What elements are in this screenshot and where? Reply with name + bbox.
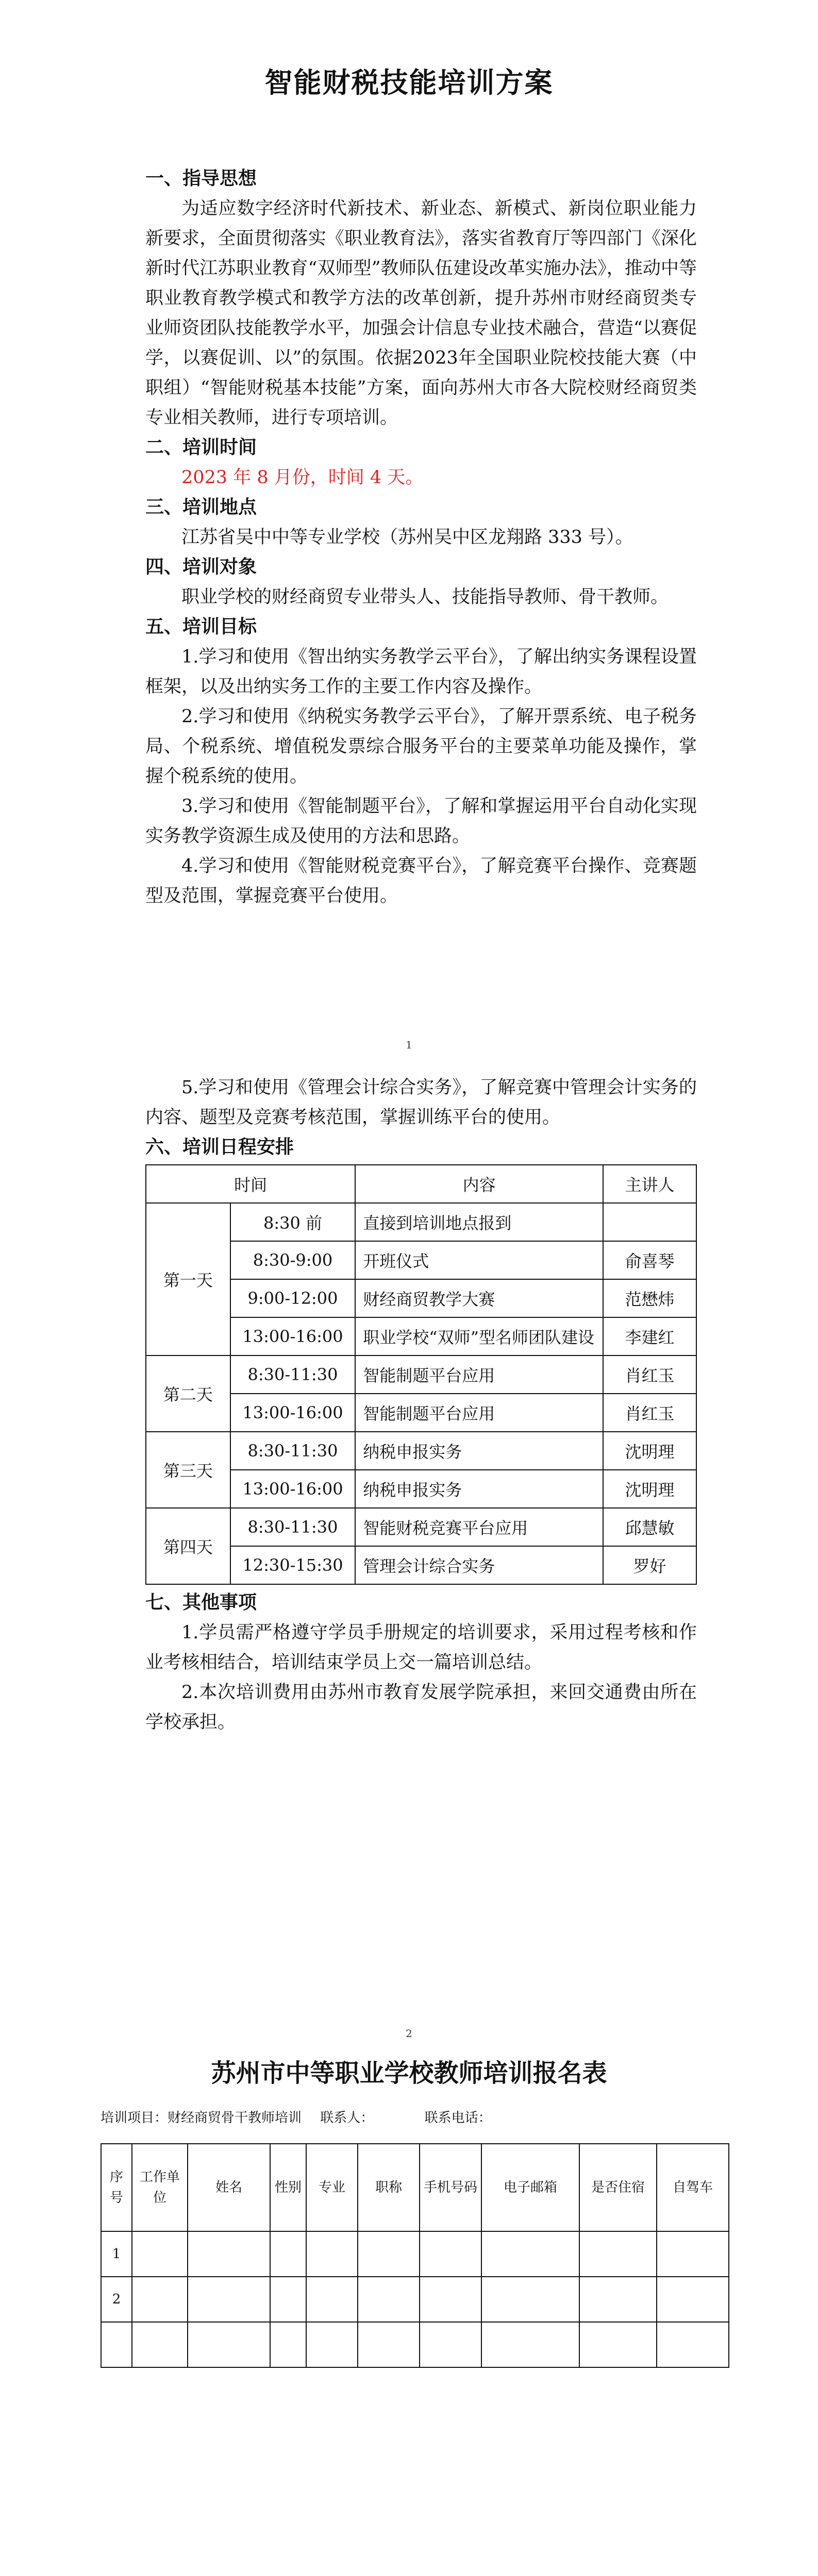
form-meta-phone: 联系电话： [424,2110,492,2126]
schedule-speaker: 沈明理 [603,1470,696,1508]
reg-cell [132,2277,188,2322]
form-meta [101,2107,506,2126]
section-5-heading: 五、培训目标 [145,616,257,637]
section-2-heading: 二、培训时间 [145,437,257,458]
section-4-heading: 四、培训对象 [145,556,257,578]
other-item-1: 1.学员需严格遵守学员手册规定的培训要求，采用过程考核和作业考核相结合，培训结束学员上交一篇培训总结。 [145,1622,697,1673]
registration-body [101,2231,729,2367]
schedule-speaker: 沈明理 [603,1432,696,1470]
section-1-body: 为适应数字经济时代新技术、新业态、新模式、新岗位职业能力新要求，全面贯彻落实《职业教育法》，落实省教育厅等四部门《深化新时代江苏职业教育“双师型”教师队伍建设改革实施办法》，推动中等职业教育教学模式和教学方法的改革创新，提升苏州市财经商贸类专业师资团队技能教学水平，加强会计信息专业技术融合，营造“以赛促学，以赛促训、以”的氛围。依据2023年全国职业院校技能大赛（中职组）“智能财税基本技能”方案，面向苏州大市各大院校财经商贸类专业相关教师，进行专项培训。 [145,198,697,428]
page-2-content [145,1073,697,1737]
schedule-day: 第四天 [146,1508,230,1584]
schedule-speaker: 李建红 [603,1317,696,1355]
section-6-heading: 六、培训日程安排 [145,1137,294,1158]
schedule-content: 纳税申报实务 [355,1470,603,1508]
schedule-row [146,1508,696,1546]
schedule-content: 管理会计综合实务 [355,1546,603,1584]
schedule-speaker: 肖红玉 [603,1394,696,1432]
schedule-speaker [603,1203,696,1241]
schedule-body [146,1203,696,1584]
schedule-time: 8:30-11:30 [230,1355,355,1394]
section-3-body: 江苏省吴中中等专业学校（苏州吴中区龙翔路 333 号）。 [181,527,633,548]
reg-cell [358,2322,420,2367]
schedule-content: 智能制题平台应用 [355,1394,603,1432]
section-4-body: 职业学校的财经商贸专业带头人、技能指导教师、骨干教师。 [181,587,669,607]
schedule-row [146,1355,696,1394]
schedule-time: 12:30-15:30 [230,1546,355,1584]
schedule-row [146,1203,696,1241]
schedule-speaker: 范懋炜 [603,1279,696,1317]
reg-header: 手机号码 [420,2144,481,2231]
registration-row [101,2231,729,2277]
reg-cell [306,2322,358,2367]
reg-cell [579,2277,657,2322]
form-meta-contact: 联系人： [320,2110,374,2126]
schedule-content: 纳税申报实务 [355,1432,603,1470]
reg-header: 职称 [358,2144,420,2231]
schedule-time: 9:00-12:00 [230,1279,355,1317]
schedule-time: 13:00-16:00 [230,1317,355,1355]
reg-header: 序号 [101,2144,132,2231]
schedule-speaker: 罗好 [603,1546,696,1584]
schedule-speaker: 肖红玉 [603,1355,696,1394]
schedule-time: 8:30 前 [230,1203,355,1241]
registration-row [101,2322,729,2367]
form-title: 苏州市中等职业学校教师培训报名表 [211,2059,607,2088]
reg-header: 姓名 [188,2144,270,2231]
reg-cell [188,2322,270,2367]
reg-header: 是否住宿 [579,2144,657,2231]
reg-cell [270,2277,306,2322]
reg-header: 自驾车 [657,2144,729,2231]
reg-cell [657,2277,729,2322]
schedule-content: 智能制题平台应用 [355,1355,603,1394]
reg-row-number: 1 [101,2231,132,2277]
reg-row-number [101,2322,132,2367]
reg-cell [579,2322,657,2367]
schedule-content: 直接到培训地点报到 [355,1203,603,1241]
schedule-content: 职业学校“双师”型名师团队建设 [355,1317,603,1355]
section-7-heading: 七、其他事项 [145,1592,257,1613]
schedule-content: 财经商贸教学大赛 [355,1279,603,1317]
goal-item: 3.学习和使用《智能制题平台》，了解和掌握运用平台自动化实现实务教学资源生成及使用的方法和思路。 [145,796,697,846]
reg-cell [132,2322,188,2367]
goal-item: 1.学习和使用《智出纳实务教学云平台》，了解出纳实务课程设置框架，以及出纳实务工作的主要工作内容及操作。 [145,647,697,697]
document-title: 智能财税技能培训方案 [264,66,554,99]
reg-cell [657,2322,729,2367]
schedule-speaker: 邱慧敏 [603,1508,696,1546]
schedule-time: 13:00-16:00 [230,1470,355,1508]
section-3-heading: 三、培训地点 [145,497,257,518]
schedule-content: 开班仪式 [355,1241,603,1279]
reg-header: 专业 [306,2144,358,2231]
reg-cell [132,2231,188,2277]
schedule-header-speaker: 主讲人 [603,1165,696,1203]
schedule-time: 8:30-9:00 [230,1241,355,1279]
reg-cell [420,2322,481,2367]
schedule-day: 第一天 [146,1203,230,1355]
schedule-header-content: 内容 [355,1165,603,1203]
reg-header: 电子邮箱 [481,2144,579,2231]
schedule-content: 智能财税竞赛平台应用 [355,1508,603,1546]
reg-cell [420,2277,481,2322]
reg-cell [306,2277,358,2322]
registration-row [101,2277,729,2322]
page-1-content [145,164,697,911]
reg-cell [358,2231,420,2277]
reg-cell [579,2231,657,2277]
page-number: 1 [406,1039,412,1051]
reg-row-number: 2 [101,2277,132,2322]
reg-cell [420,2231,481,2277]
reg-cell [481,2277,579,2322]
reg-cell [270,2322,306,2367]
reg-cell [270,2231,306,2277]
schedule-day: 第三天 [146,1432,230,1508]
other-item-2: 2.本次培训费用由苏州市教育发展学院承担，来回交通费由所在学校承担。 [145,1682,697,1733]
schedule-table [145,1164,697,1585]
schedule-time: 8:30-11:30 [230,1508,355,1546]
reg-cell [188,2277,270,2322]
goal-item: 4.学习和使用《智能财税竞赛平台》，了解竞赛平台操作、竞赛题型及范围，掌握竞赛平台使用。 [145,856,697,906]
reg-cell [481,2231,579,2277]
goal-item: 2.学习和使用《纳税实务教学云平台》，了解开票系统、电子税务局、个税系统、增值税发票综合服务平台的主要菜单功能及操作，掌握个税系统的使用。 [145,706,697,787]
section-1-heading: 一、指导思想 [145,168,257,189]
schedule-time: 8:30-11:30 [230,1432,355,1470]
schedule-row [146,1432,696,1470]
reg-cell [481,2322,579,2367]
schedule-header-time: 时间 [146,1165,355,1203]
section-2-body: 2023 年 8 月份，时间 4 天。 [181,467,424,488]
registration-table [101,2143,729,2368]
schedule-speaker: 俞喜琴 [603,1241,696,1279]
schedule-day: 第二天 [146,1355,230,1432]
schedule-time: 13:00-16:00 [230,1394,355,1432]
form-meta-project: 培训项目：财经商贸骨干教师培训 [101,2110,302,2126]
page-number: 2 [406,2027,412,2040]
goal-item: 5.学习和使用《管理会计综合实务》，了解竞赛中管理会计实务的内容、题型及竞赛考核范围，掌握训练平台的使用。 [145,1077,697,1128]
reg-cell [657,2231,729,2277]
reg-cell [188,2231,270,2277]
reg-header: 性别 [270,2144,306,2231]
reg-cell [306,2231,358,2277]
reg-cell [358,2277,420,2322]
reg-header: 工作单位 [132,2144,188,2231]
